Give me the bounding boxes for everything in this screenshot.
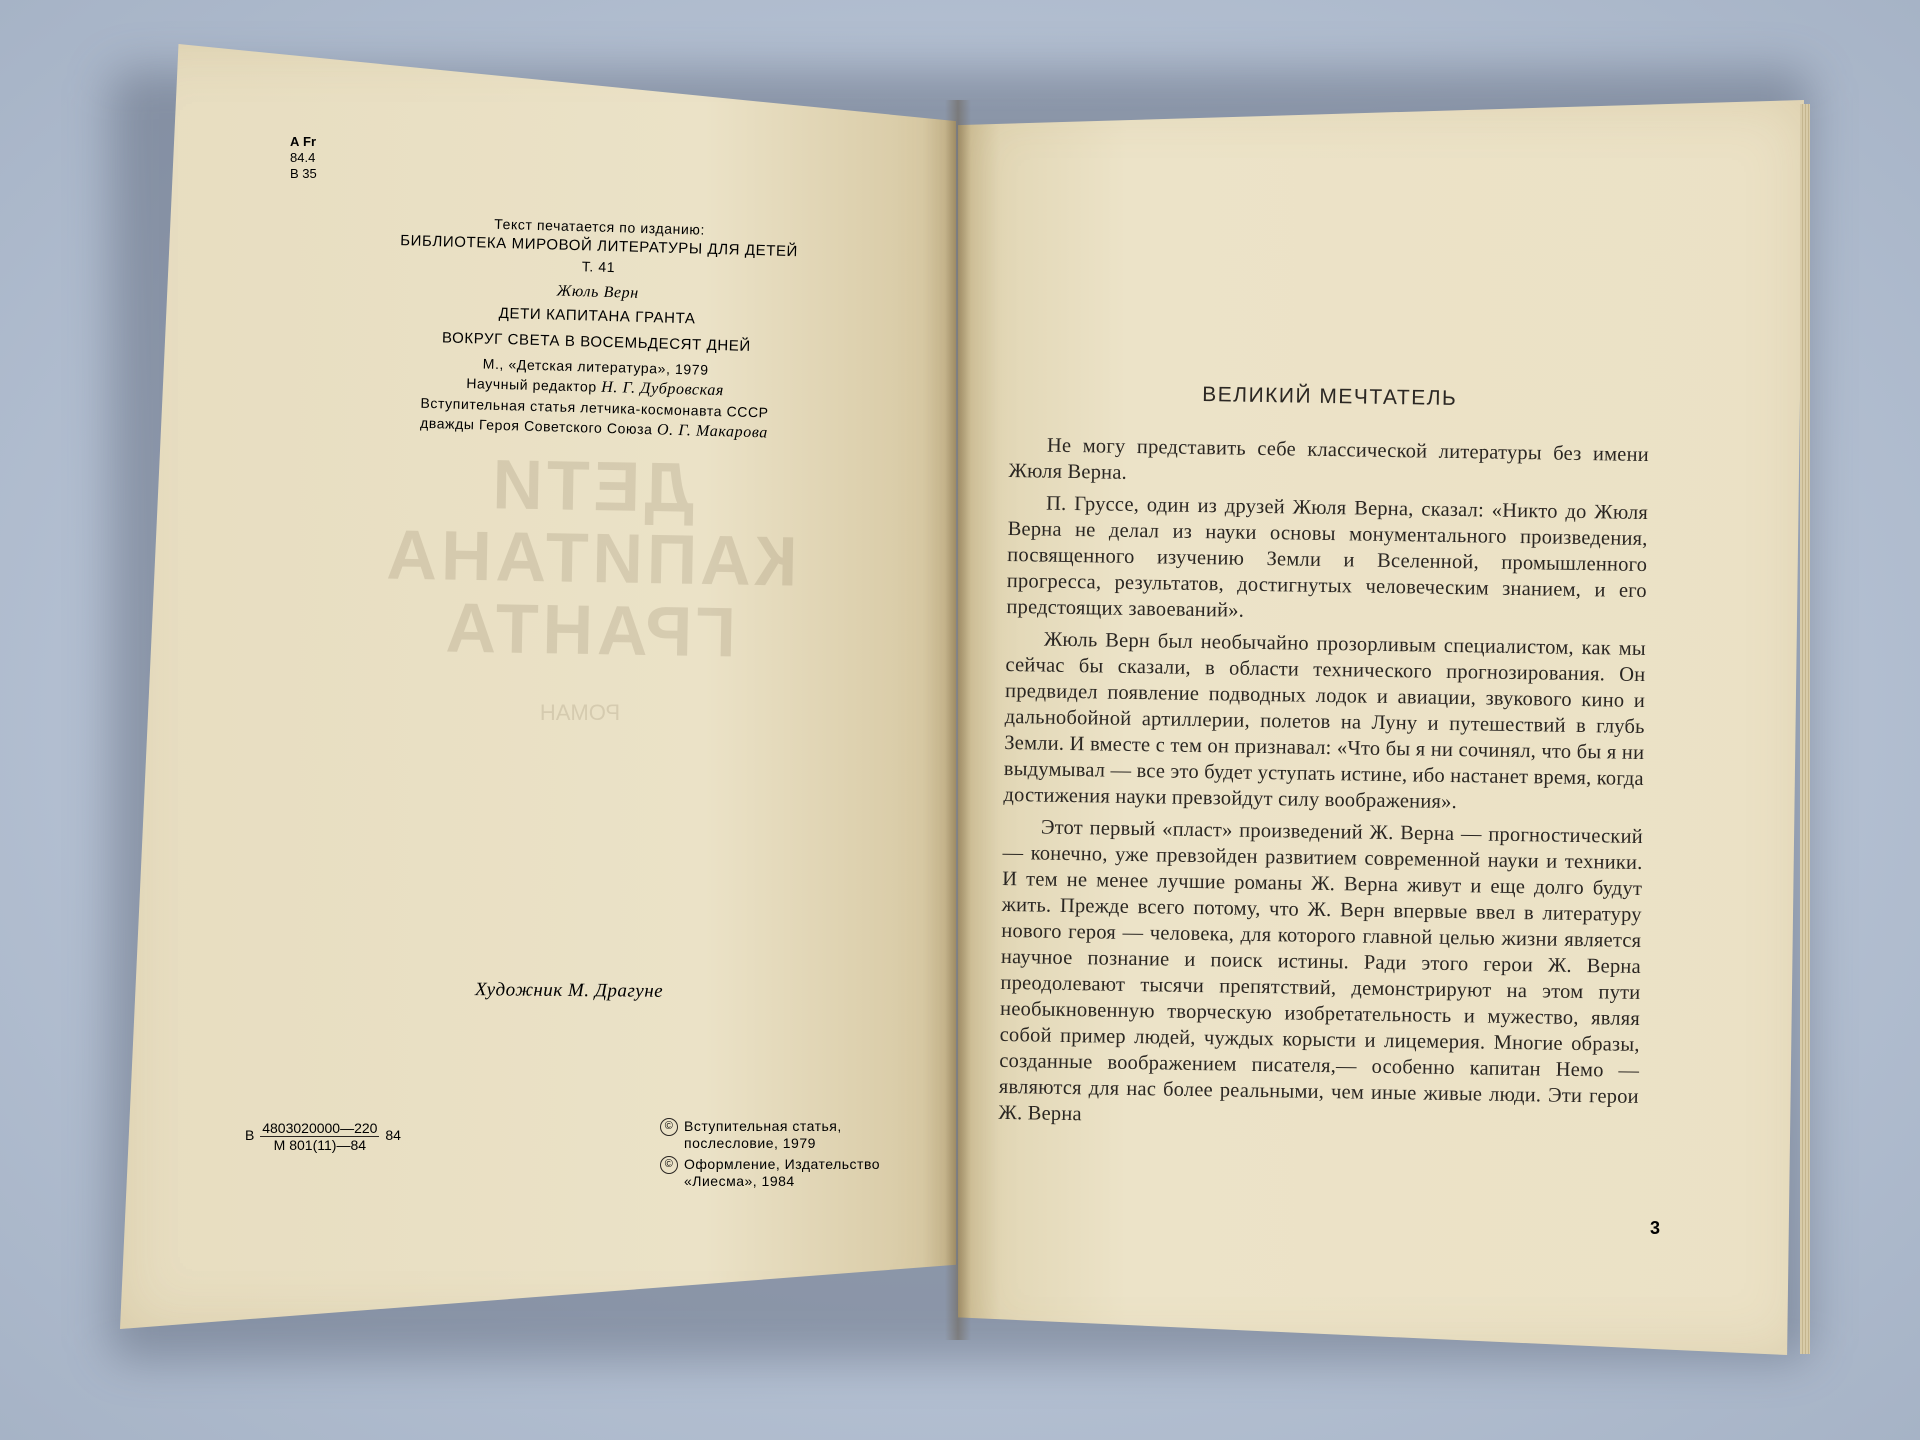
library-code-line: А Fr: [290, 134, 316, 149]
article-paragraph: Этот первый «пласт» произведений Ж. Верна — прогностический — конечно, уже превзойден развитием современной науки и техники. И тем не менее лучшие романы Ж. Верна живут и еще долго будут жить. Прежде всего потому, что Ж. Верн впервые ввел в литературу нового героя — человека, для которого главной целью жизни является научное познание и поиск истины. Ради этого герои Ж. Верна преодолевают тысячи препятствий, демонстрируют на этом пути необыкновенную творческую изобретательность и мужество, являя собой пример людей, чуждых корысти и лицемерия. Многие образы, созданные воображением писателя,— особенно капитан Немо — являются для нас более реальными, чем иные живые люди. Эти герои Ж. Верна: [998, 816, 1644, 1126]
library-code-line: В 35: [290, 166, 317, 181]
copyright-entry: [660, 1156, 930, 1190]
imprint-editor-label: Научный редактор: [466, 375, 597, 395]
imprint-editor-name: Н. Г. Дубровская: [601, 378, 725, 400]
book-gutter: [945, 100, 971, 1340]
copyright-line: Вступительная статья,: [684, 1118, 842, 1134]
show-through-title: [378, 445, 802, 672]
library-code: [290, 134, 317, 182]
imprint-title-1: ДЕТИ КАПИТАНА ГРАНТА: [498, 304, 696, 328]
show-through-line: ГРАНТА: [440, 588, 737, 672]
imprint-intro-label: дважды Героя Советского Союза: [419, 414, 653, 438]
article-heading: ВЕЛИКИЙ МЕЧТАТЕЛЬ: [1202, 383, 1458, 411]
catalog-suffix: 84: [385, 1127, 401, 1144]
imprint-intro-line-1: Вступительная статья летчика-космонавта СССР: [420, 394, 769, 421]
copyright-line: послесловие, 1979: [684, 1135, 816, 1151]
copyright-line: «Лиесма», 1984: [684, 1173, 795, 1189]
show-through-genre: РОМАН: [539, 700, 621, 725]
imprint-source-label: Текст печатается по изданию:: [494, 215, 706, 238]
imprint-author: Жюль Верн: [556, 282, 640, 302]
article-paragraph: Не могу представить себе классической литературы без имени Жюля Верна.: [1008, 434, 1650, 484]
catalog-fraction: [260, 1120, 379, 1153]
catalog-number: [245, 1120, 401, 1153]
article-paragraph: П. Груссе, один из друзей Жюля Верна, сказал: «Никто до Жюля Верна не делал из науки основы монументального произведения, посвященного изучению Земли и Вселенной, промышленного прогресса, результатов, достигнутых человеческим знанием, и его предстоящих завоеваний».: [1006, 492, 1649, 622]
library-code-line: 84.4: [290, 150, 316, 165]
catalog-numerator: 4803020000—220: [262, 1120, 378, 1136]
imprint-block: [354, 210, 840, 445]
copyright-icon: ©: [660, 1118, 678, 1136]
imprint-intro-name: О. Г. Макарова: [656, 421, 769, 442]
catalog-prefix: В: [245, 1127, 255, 1144]
show-through-line: КАПИТАНА: [381, 515, 799, 601]
show-through-line: ДЕТИ: [487, 445, 695, 527]
imprint-series: БИБЛИОТЕКА МИРОВОЙ ЛИТЕРАТУРЫ ДЛЯ ДЕТЕЙ: [399, 232, 799, 261]
imprint-volume: Т. 41: [581, 258, 616, 276]
copyright-block: [660, 1118, 930, 1194]
article-body: [998, 380, 1650, 1142]
artist-credit: Художник М. Драгуне: [474, 979, 664, 1002]
catalog-denominator: М 801(11)—84: [273, 1137, 367, 1153]
copyright-icon: ©: [660, 1156, 678, 1174]
imprint-title-2: ВОКРУГ СВЕТА В ВОСЕМЬДЕСЯТ ДНЕЙ: [441, 329, 751, 355]
imprint-publisher: М., «Детская литература», 1979: [482, 355, 709, 378]
copyright-line: Оформление, Издательство: [684, 1156, 881, 1172]
page-edges: [1800, 104, 1810, 1354]
article-paragraph: Жюль Верн был необычайно прозорливым специалистом, как мы сейчас бы сказали, в области технического прогнозирования. Он предвидел появление подводных лодок и авиации, звукового кино и дальнобойной артиллерии, полетов на Луну и путешествий в глубь Земли. И вместе с тем он признавал: «Что бы я ни сочинял, что бы я ни выдумывал — все это будет уступать истине, ибо настанет время, когда достижения науки превзойдут силу воображения».: [1003, 628, 1647, 814]
page-number: 3: [1650, 1218, 1661, 1238]
copyright-entry: [660, 1118, 930, 1152]
